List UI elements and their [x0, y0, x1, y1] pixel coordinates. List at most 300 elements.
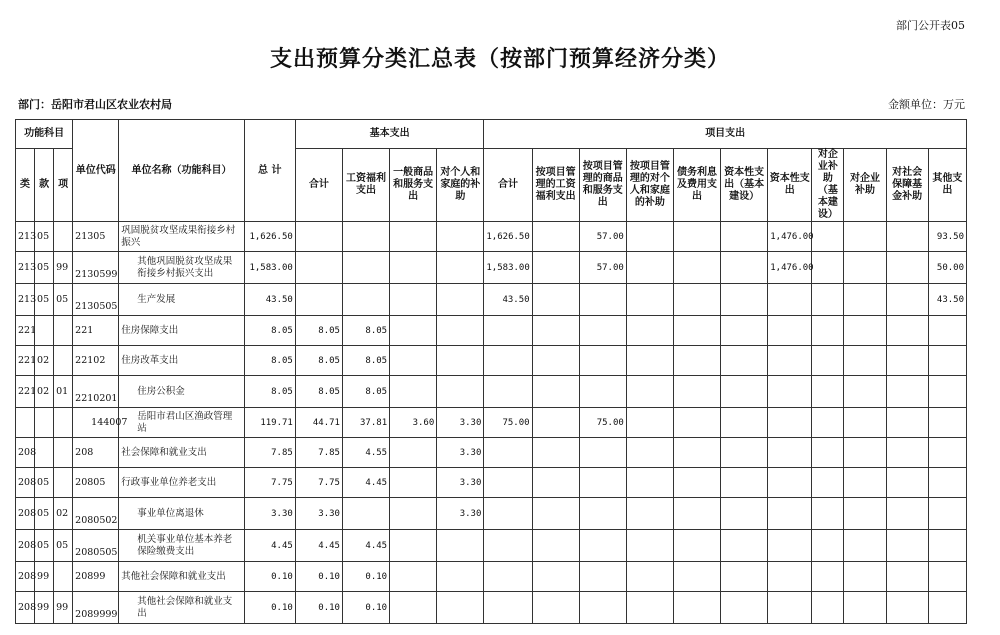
- cell-p-capital-build: [721, 592, 768, 624]
- cell-p-sum: [484, 438, 532, 468]
- cell-lei: 208: [16, 498, 35, 530]
- cell-code: 21305: [73, 222, 119, 252]
- cell-b-personal: 3.30: [437, 468, 484, 498]
- cell-name: 生产发展: [119, 284, 244, 316]
- cell-p-capital: [768, 530, 812, 562]
- cell-name: 行政事业单位养老支出: [119, 468, 244, 498]
- cell-p-social: [886, 530, 928, 562]
- cell-b-goods: [390, 592, 437, 624]
- cell-p-subsidy-build: [812, 562, 844, 592]
- cell-p-other: [928, 408, 966, 438]
- department-label: 部门：岳阳市君山区农业农村局: [18, 98, 172, 111]
- cell-b-wage: [342, 252, 389, 284]
- cell-code: 2080502: [73, 498, 119, 530]
- cell-p-capital: 1,476.00: [768, 222, 812, 252]
- cell-b-goods: [390, 252, 437, 284]
- cell-p-personal: [626, 562, 673, 592]
- header-project-other: 其他支出: [928, 149, 966, 222]
- cell-b-wage: 0.10: [342, 562, 389, 592]
- cell-p-debt: [673, 438, 720, 468]
- cell-p-capital-build: [721, 438, 768, 468]
- cell-b-personal: [437, 222, 484, 252]
- cell-total: 0.10: [244, 592, 295, 624]
- cell-name: 机关事业单位基本养老保险缴费支出: [119, 530, 244, 562]
- cell-b-wage: [342, 284, 389, 316]
- cell-xiang: 99: [54, 252, 73, 284]
- cell-b-goods: [390, 284, 437, 316]
- cell-b-personal: 3.30: [437, 438, 484, 468]
- cell-xiang: 99: [54, 592, 73, 624]
- cell-p-personal: [626, 376, 673, 408]
- header-project-personal: 按项目管理的对个人和家庭的补助: [626, 149, 673, 222]
- cell-b-wage: 4.45: [342, 530, 389, 562]
- cell-p-capital: [768, 346, 812, 376]
- cell-b-sum: 7.85: [295, 438, 342, 468]
- cell-p-other: [928, 316, 966, 346]
- cell-b-sum: 8.05: [295, 316, 342, 346]
- cell-p-capital-build: [721, 222, 768, 252]
- cell-code: 2210201: [73, 376, 119, 408]
- cell-b-goods: 3.60: [390, 408, 437, 438]
- cell-name: 其他巩固脱贫攻坚成果衔接乡村振兴支出: [119, 252, 244, 284]
- cell-name: 社会保障和就业支出: [119, 438, 244, 468]
- cell-p-sum: [484, 468, 532, 498]
- cell-p-other: 50.00: [928, 252, 966, 284]
- cell-xiang: [54, 438, 73, 468]
- table-row: [16, 592, 967, 624]
- cell-p-debt: [673, 498, 720, 530]
- cell-kuan: [35, 408, 54, 438]
- cell-p-capital-build: [721, 346, 768, 376]
- cell-p-subsidy: [844, 408, 886, 438]
- cell-p-subsidy-build: [812, 316, 844, 346]
- cell-total: 1,626.50: [244, 222, 295, 252]
- cell-code: 221: [73, 316, 119, 346]
- form-number: 部门公开表05: [896, 19, 965, 32]
- cell-code: 2130599: [73, 252, 119, 284]
- cell-p-subsidy-build: [812, 592, 844, 624]
- cell-p-goods: [579, 316, 626, 346]
- cell-p-wage: [532, 408, 579, 438]
- cell-p-debt: [673, 316, 720, 346]
- cell-name: 其他社会保障和就业支出: [119, 592, 244, 624]
- cell-kuan: 05: [35, 284, 54, 316]
- cell-b-sum: 44.71: [295, 408, 342, 438]
- table-row: [16, 346, 967, 376]
- cell-lei: 221: [16, 376, 35, 408]
- page-title: 支出预算分类汇总表（按部门预算经济分类）: [269, 46, 730, 72]
- cell-b-goods: [390, 530, 437, 562]
- cell-p-sum: [484, 376, 532, 408]
- cell-b-wage: [342, 222, 389, 252]
- cell-total: 43.50: [244, 284, 295, 316]
- cell-b-sum: [295, 252, 342, 284]
- cell-p-personal: [626, 316, 673, 346]
- cell-total: 1,583.00: [244, 252, 295, 284]
- cell-xiang: [54, 408, 73, 438]
- cell-total: 3.30: [244, 498, 295, 530]
- cell-p-capital-build: [721, 376, 768, 408]
- cell-p-personal: [626, 346, 673, 376]
- cell-p-sum: [484, 530, 532, 562]
- header-basic-personal: 对个人和家庭的补助: [437, 149, 484, 222]
- header-unit-name: 单位名称（功能科目）: [119, 120, 244, 222]
- header-project-subsidy: 对企业补助: [844, 149, 886, 222]
- cell-p-subsidy: [844, 562, 886, 592]
- cell-kuan: 99: [35, 592, 54, 624]
- cell-p-goods: [579, 346, 626, 376]
- cell-b-wage: 4.55: [342, 438, 389, 468]
- cell-p-debt: [673, 592, 720, 624]
- cell-b-personal: [437, 376, 484, 408]
- cell-b-sum: 3.30: [295, 498, 342, 530]
- cell-p-wage: [532, 222, 579, 252]
- cell-code: 2089999: [73, 592, 119, 624]
- cell-total: 8.05: [244, 316, 295, 346]
- cell-p-capital-build: [721, 498, 768, 530]
- cell-p-debt: [673, 408, 720, 438]
- cell-p-sum: [484, 592, 532, 624]
- cell-b-goods: [390, 562, 437, 592]
- cell-p-sum: [484, 498, 532, 530]
- budget-table: [15, 119, 967, 624]
- cell-lei: 208: [16, 438, 35, 468]
- cell-b-personal: [437, 592, 484, 624]
- cell-kuan: 02: [35, 376, 54, 408]
- cell-b-sum: 8.05: [295, 346, 342, 376]
- cell-b-goods: [390, 346, 437, 376]
- cell-p-wage: [532, 438, 579, 468]
- cell-p-personal: [626, 530, 673, 562]
- header-basic-wage: 工资福利支出: [342, 149, 389, 222]
- cell-p-capital: [768, 316, 812, 346]
- cell-p-subsidy-build: [812, 438, 844, 468]
- cell-p-subsidy-build: [812, 530, 844, 562]
- table-row: [16, 468, 967, 498]
- cell-kuan: 05: [35, 530, 54, 562]
- cell-p-subsidy-build: [812, 346, 844, 376]
- table-row: [16, 222, 967, 252]
- table-row: [16, 530, 967, 562]
- cell-name: 住房保障支出: [119, 316, 244, 346]
- cell-b-wage: 37.81: [342, 408, 389, 438]
- cell-p-subsidy-build: [812, 408, 844, 438]
- cell-b-goods: [390, 438, 437, 468]
- cell-p-social: [886, 468, 928, 498]
- cell-p-personal: [626, 252, 673, 284]
- header-basic: 基本支出: [295, 120, 484, 149]
- cell-p-capital-build: [721, 316, 768, 346]
- cell-p-social: [886, 438, 928, 468]
- cell-xiang: 01: [54, 376, 73, 408]
- cell-p-goods: [579, 376, 626, 408]
- cell-total: 7.85: [244, 438, 295, 468]
- cell-p-sum: [484, 346, 532, 376]
- cell-p-personal: [626, 438, 673, 468]
- cell-p-other: [928, 376, 966, 408]
- cell-p-other: [928, 346, 966, 376]
- cell-p-debt: [673, 468, 720, 498]
- cell-p-other: [928, 468, 966, 498]
- cell-b-wage: 0.10: [342, 592, 389, 624]
- cell-p-social: [886, 222, 928, 252]
- cell-b-goods: [390, 316, 437, 346]
- cell-p-sum: [484, 562, 532, 592]
- cell-p-capital-build: [721, 252, 768, 284]
- cell-p-social: [886, 284, 928, 316]
- cell-p-subsidy-build: [812, 498, 844, 530]
- cell-b-goods: [390, 468, 437, 498]
- cell-b-sum: 8.05: [295, 376, 342, 408]
- cell-total: 7.75: [244, 468, 295, 498]
- cell-p-subsidy-build: [812, 284, 844, 316]
- cell-xiang: [54, 222, 73, 252]
- table-row: [16, 284, 967, 316]
- table-row: [16, 408, 967, 438]
- table-row: [16, 438, 967, 468]
- cell-p-subsidy: [844, 592, 886, 624]
- cell-p-personal: [626, 284, 673, 316]
- cell-p-other: [928, 530, 966, 562]
- cell-xiang: [54, 316, 73, 346]
- cell-p-capital: [768, 284, 812, 316]
- cell-b-personal: [437, 562, 484, 592]
- cell-p-goods: [579, 438, 626, 468]
- cell-b-goods: [390, 498, 437, 530]
- cell-p-subsidy: [844, 530, 886, 562]
- cell-lei: 213: [16, 252, 35, 284]
- cell-p-subsidy: [844, 438, 886, 468]
- header-lei: 类: [16, 149, 35, 222]
- table-row: [16, 376, 967, 408]
- cell-p-personal: [626, 222, 673, 252]
- header-project-sum: 合计: [484, 149, 532, 222]
- cell-lei: 213: [16, 284, 35, 316]
- cell-b-personal: [437, 530, 484, 562]
- cell-p-wage: [532, 498, 579, 530]
- cell-p-subsidy: [844, 284, 886, 316]
- header-unit-code: 单位代码: [73, 120, 119, 222]
- cell-xiang: [54, 468, 73, 498]
- cell-p-capital-build: [721, 468, 768, 498]
- header-xiang: 项: [54, 149, 73, 222]
- cell-name: 岳阳市君山区渔政管理站: [119, 408, 244, 438]
- cell-p-subsidy-build: [812, 222, 844, 252]
- cell-kuan: 05: [35, 252, 54, 284]
- cell-p-goods: 57.00: [579, 222, 626, 252]
- cell-p-subsidy: [844, 498, 886, 530]
- cell-p-social: [886, 592, 928, 624]
- cell-p-sum: [484, 316, 532, 346]
- cell-total: 0.10: [244, 562, 295, 592]
- cell-p-wage: [532, 592, 579, 624]
- cell-p-other: [928, 438, 966, 468]
- header-project-capital-build: 资本性支出（基本建设）: [721, 149, 768, 222]
- header-project-debt: 债务利息及费用支出: [673, 149, 720, 222]
- cell-p-other: [928, 592, 966, 624]
- cell-b-personal: [437, 284, 484, 316]
- cell-b-personal: 3.30: [437, 408, 484, 438]
- cell-p-capital: [768, 498, 812, 530]
- cell-b-personal: [437, 316, 484, 346]
- cell-xiang: 02: [54, 498, 73, 530]
- cell-p-wage: [532, 468, 579, 498]
- cell-p-social: [886, 562, 928, 592]
- cell-p-debt: [673, 530, 720, 562]
- header-total: 总 计: [244, 120, 295, 222]
- cell-p-social: [886, 316, 928, 346]
- cell-p-other: [928, 498, 966, 530]
- cell-p-wage: [532, 346, 579, 376]
- table-row: [16, 498, 967, 530]
- cell-xiang: [54, 562, 73, 592]
- cell-name: 其他社会保障和就业支出: [119, 562, 244, 592]
- cell-p-subsidy-build: [812, 468, 844, 498]
- cell-b-wage: 8.05: [342, 376, 389, 408]
- header-project: 项目支出: [484, 120, 967, 149]
- cell-b-personal: [437, 252, 484, 284]
- cell-p-other: 93.50: [928, 222, 966, 252]
- cell-p-social: [886, 252, 928, 284]
- cell-p-capital: [768, 562, 812, 592]
- cell-b-wage: 4.45: [342, 468, 389, 498]
- cell-p-capital: [768, 438, 812, 468]
- cell-p-personal: [626, 592, 673, 624]
- cell-p-capital: [768, 376, 812, 408]
- cell-p-subsidy-build: [812, 376, 844, 408]
- cell-p-subsidy: [844, 222, 886, 252]
- cell-p-sum: 75.00: [484, 408, 532, 438]
- cell-p-personal: [626, 498, 673, 530]
- cell-code: 20805: [73, 468, 119, 498]
- cell-total: 8.05: [244, 376, 295, 408]
- table-row: [16, 562, 967, 592]
- cell-p-subsidy: [844, 346, 886, 376]
- cell-lei: 208: [16, 562, 35, 592]
- header-kuan: 款: [35, 149, 54, 222]
- amount-unit-label: 金额单位：万元: [888, 98, 965, 111]
- cell-p-debt: [673, 284, 720, 316]
- cell-kuan: [35, 438, 54, 468]
- cell-xiang: 05: [54, 530, 73, 562]
- cell-p-goods: 57.00: [579, 252, 626, 284]
- cell-b-sum: 0.10: [295, 592, 342, 624]
- cell-p-capital: [768, 468, 812, 498]
- cell-p-capital-build: [721, 284, 768, 316]
- cell-b-wage: 8.05: [342, 316, 389, 346]
- cell-b-sum: [295, 222, 342, 252]
- header-project-capital: 资本性支出: [768, 149, 812, 222]
- cell-code: 208: [73, 438, 119, 468]
- cell-p-sum: 1,583.00: [484, 252, 532, 284]
- cell-name: 住房公积金: [119, 376, 244, 408]
- cell-p-sum: 43.50: [484, 284, 532, 316]
- cell-p-subsidy: [844, 376, 886, 408]
- cell-p-goods: [579, 530, 626, 562]
- cell-p-capital: [768, 592, 812, 624]
- cell-xiang: [54, 346, 73, 376]
- cell-p-other: 43.50: [928, 284, 966, 316]
- cell-lei: [16, 408, 35, 438]
- cell-code: 144007: [73, 408, 119, 438]
- cell-p-goods: [579, 468, 626, 498]
- cell-b-personal: [437, 346, 484, 376]
- cell-p-goods: [579, 562, 626, 592]
- cell-p-social: [886, 408, 928, 438]
- header-project-subsidy-build: 对企业补助（基本建设）: [812, 149, 844, 222]
- cell-kuan: 05: [35, 498, 54, 530]
- cell-p-sum: 1,626.50: [484, 222, 532, 252]
- cell-lei: 208: [16, 592, 35, 624]
- cell-p-debt: [673, 562, 720, 592]
- cell-kuan: 02: [35, 346, 54, 376]
- header-basic-sum: 合计: [295, 149, 342, 222]
- cell-b-sum: [295, 284, 342, 316]
- cell-code: 20899: [73, 562, 119, 592]
- cell-p-debt: [673, 222, 720, 252]
- cell-p-subsidy-build: [812, 252, 844, 284]
- cell-p-social: [886, 376, 928, 408]
- cell-p-wage: [532, 284, 579, 316]
- cell-kuan: 05: [35, 222, 54, 252]
- cell-p-personal: [626, 408, 673, 438]
- table-row: [16, 316, 967, 346]
- cell-p-debt: [673, 252, 720, 284]
- table-row: [16, 252, 967, 284]
- cell-p-subsidy: [844, 252, 886, 284]
- header-project-social: 对社会保障基金补助: [886, 149, 928, 222]
- header-func-subject: 功能科目: [16, 120, 73, 149]
- cell-p-goods: [579, 592, 626, 624]
- cell-total: 119.71: [244, 408, 295, 438]
- cell-p-goods: 75.00: [579, 408, 626, 438]
- cell-xiang: 05: [54, 284, 73, 316]
- cell-total: 4.45: [244, 530, 295, 562]
- cell-lei: 208: [16, 468, 35, 498]
- cell-p-other: [928, 562, 966, 592]
- header-project-goods: 按项目管理的商品和服务支出: [579, 149, 626, 222]
- cell-b-sum: 0.10: [295, 562, 342, 592]
- cell-b-wage: [342, 498, 389, 530]
- cell-p-subsidy: [844, 468, 886, 498]
- cell-p-social: [886, 498, 928, 530]
- cell-p-goods: [579, 284, 626, 316]
- cell-p-wage: [532, 252, 579, 284]
- cell-p-wage: [532, 562, 579, 592]
- cell-lei: 213: [16, 222, 35, 252]
- cell-kuan: 05: [35, 468, 54, 498]
- cell-p-wage: [532, 530, 579, 562]
- cell-b-sum: 4.45: [295, 530, 342, 562]
- cell-kuan: 99: [35, 562, 54, 592]
- cell-lei: 221: [16, 346, 35, 376]
- cell-lei: 221: [16, 316, 35, 346]
- cell-name: 巩固脱贫攻坚成果衔接乡村振兴: [119, 222, 244, 252]
- cell-code: 22102: [73, 346, 119, 376]
- cell-b-wage: 8.05: [342, 346, 389, 376]
- cell-p-capital-build: [721, 408, 768, 438]
- cell-p-capital-build: [721, 562, 768, 592]
- cell-b-goods: [390, 376, 437, 408]
- cell-name: 住房改革支出: [119, 346, 244, 376]
- cell-b-sum: 7.75: [295, 468, 342, 498]
- header-project-wage: 按项目管理的工资福利支出: [532, 149, 579, 222]
- cell-lei: 208: [16, 530, 35, 562]
- cell-name: 事业单位离退休: [119, 498, 244, 530]
- cell-code: 2080505: [73, 530, 119, 562]
- cell-p-subsidy: [844, 316, 886, 346]
- cell-p-debt: [673, 346, 720, 376]
